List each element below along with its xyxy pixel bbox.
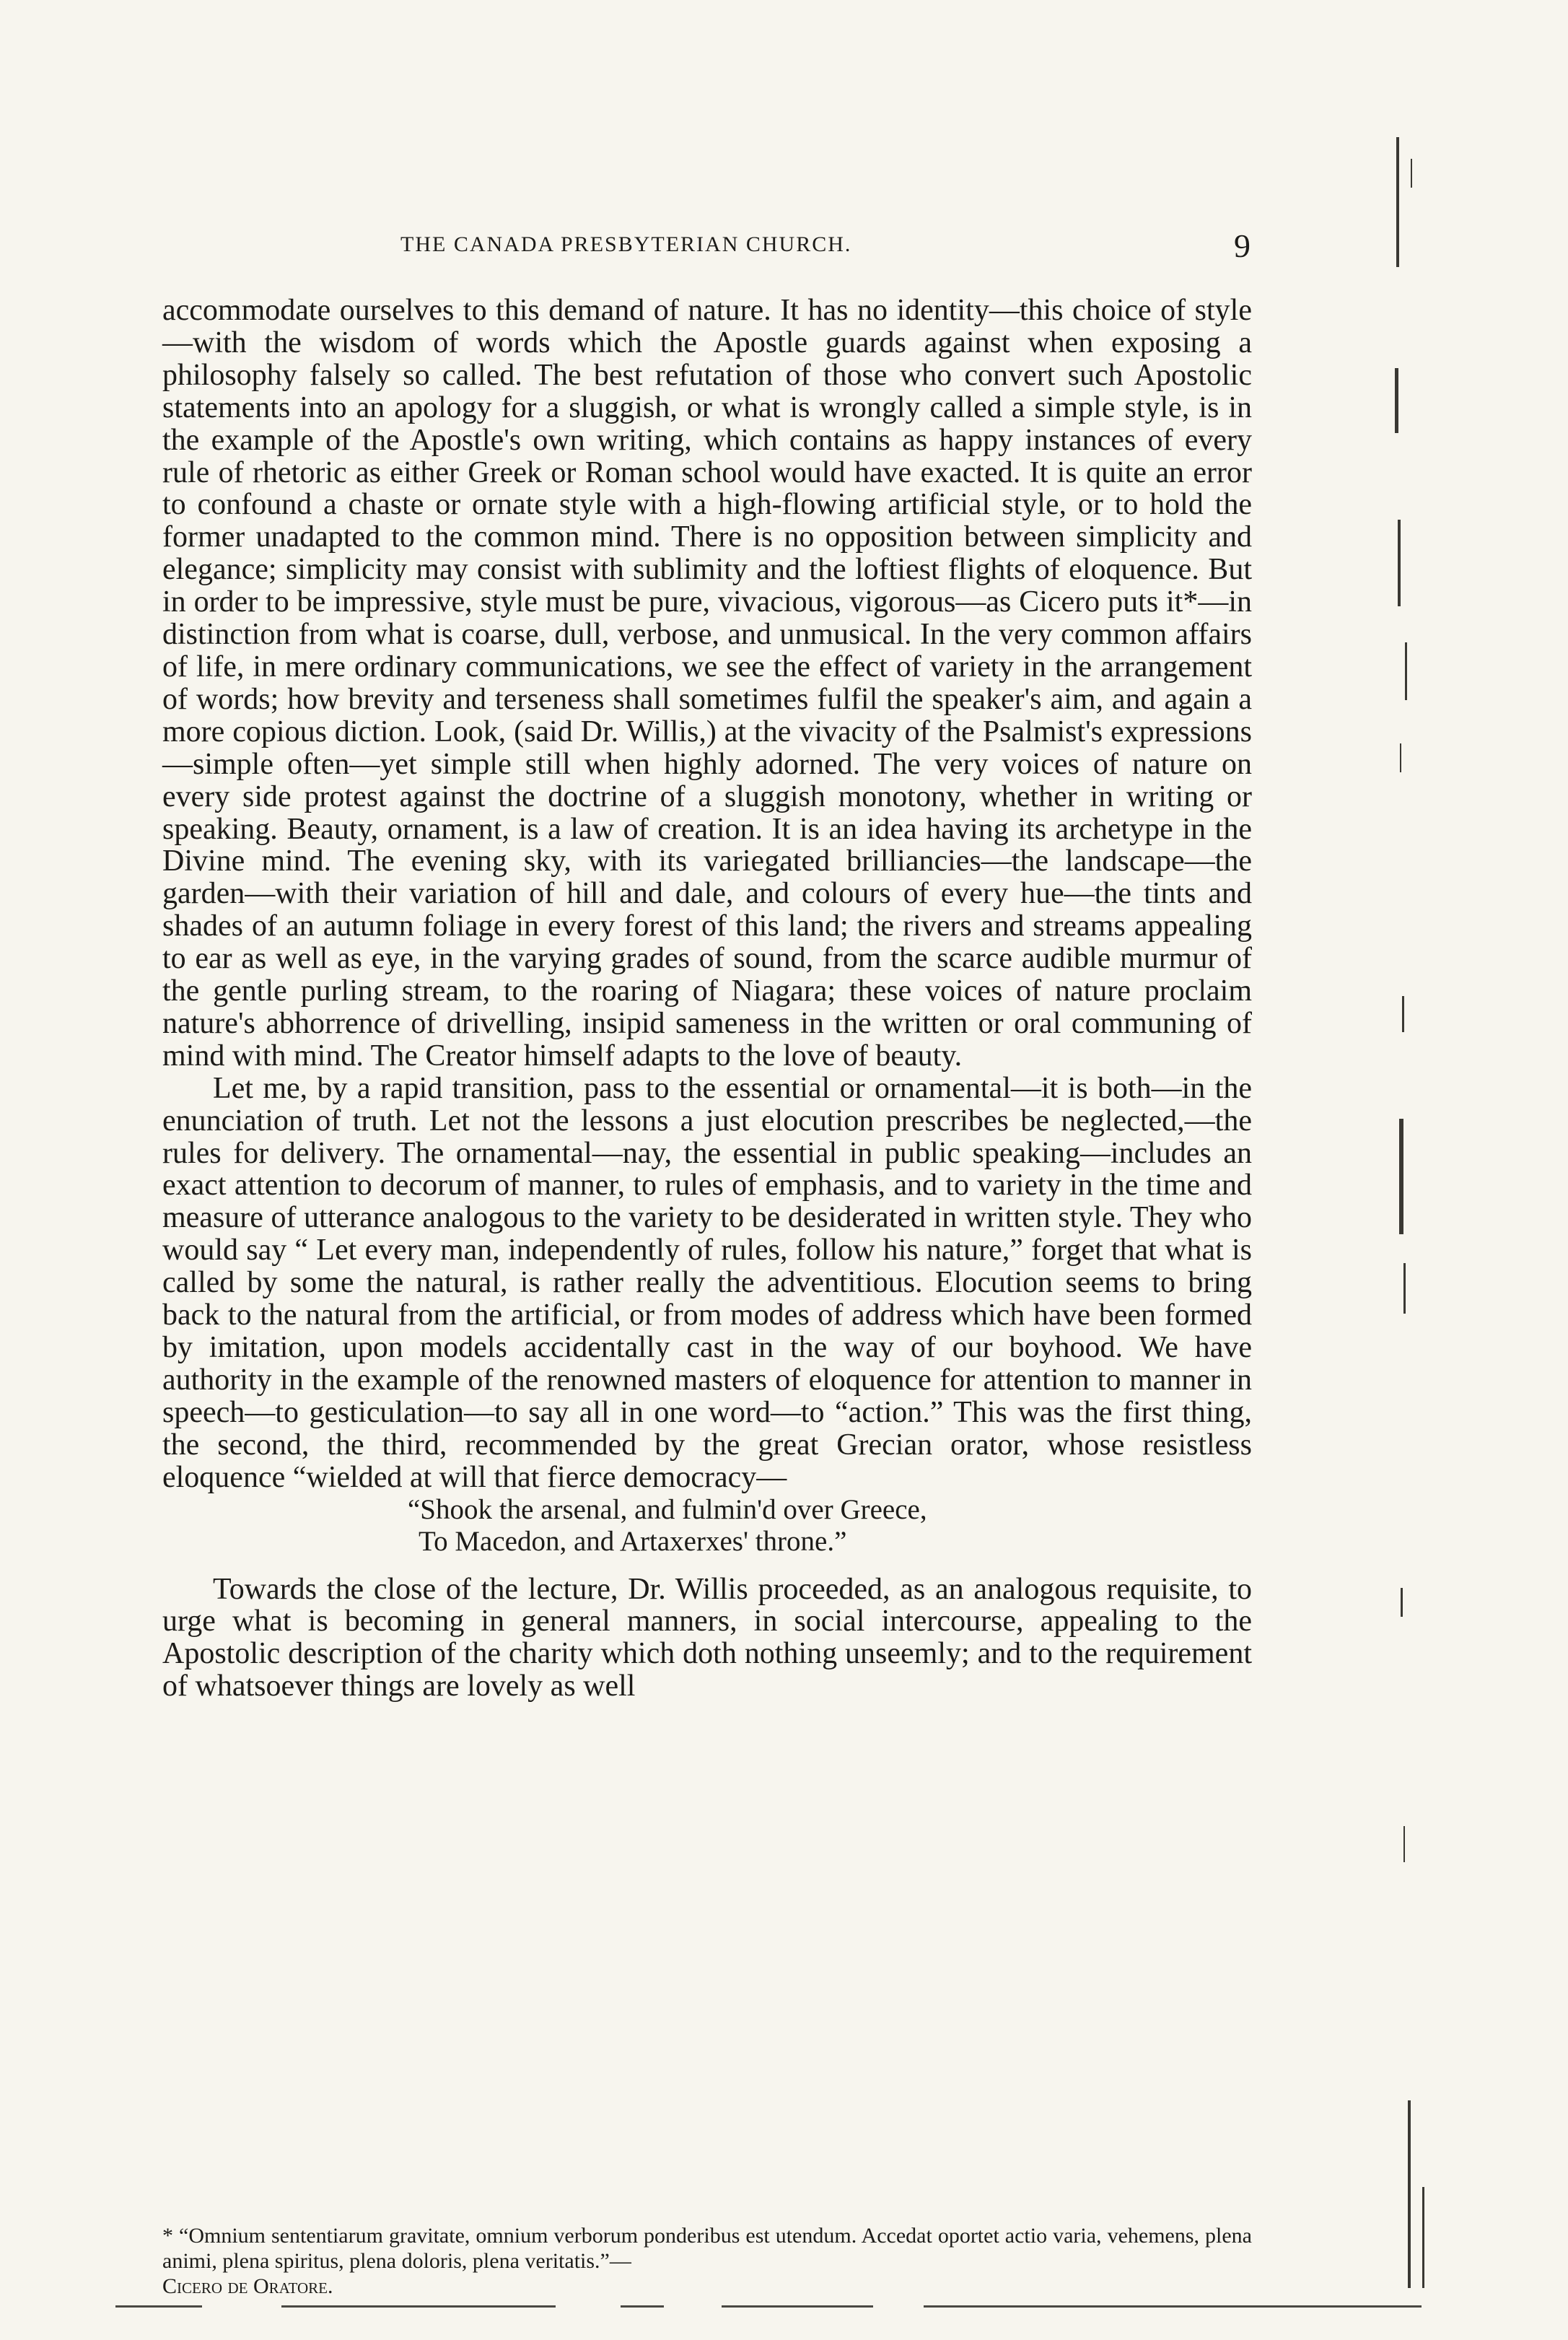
footnote-text: * “Omnium sententiarum gravitate, omnium verborum ponderibus est utendum. Accedat oportet actio varia, vehemens, plena animi, plena spiritus, plena doloris, plena veritatis.”—: [162, 2224, 1252, 2273]
quote-line-1: “Shook the arsenal, and fulmin'd over Greece,: [408, 1493, 927, 1525]
binding-edge-marks: [1389, 94, 1440, 2288]
paragraph-2: Let me, by a rapid transition, pass to the essential or ornamental—it is both—in the enunciation of truth. Let not the lessons a just elocution prescribes be neglected,—the rules for delivery. The ornamental—nay, the essential in public speaking—includes an exact attention to decorum of manner, to rules of emphasis, and to variety in the time and measure of utterance analogous to the variety to be desiderated in written style. They who would say “ Let every man, independently of rules, follow his nature,” forget that what is called by some the natural, is rather really the adventitious. Elocution seems to bring back to the natural from the artificial, or from modes of address which have been formed by imitation, upon models accidentally cast in the way of our boyhood. We have authority in the example of the renowned masters of eloquence for attention to manner in speech—to gesticulation—to say all in one word—to “action.” This was the first thing, the second, the third, recommended by the great Grecian orator, whose resistless eloquence “wielded at will that fierce democracy—: [162, 1071, 1252, 1494]
bottom-edge-marks: [115, 2302, 1530, 2311]
footnote: [162, 2223, 1252, 2299]
paragraph-3: Towards the close of the lecture, Dr. Willis proceeded, as an analogous requisite, to urge what is becoming in general manners, in social intercourse, appealing to the Apostolic description of the charity which doth nothing unseemly; and to the requirement of whatsoever things are lovely as well: [162, 1572, 1252, 1703]
running-head: THE CANADA PRESBYTERIAN CHURCH.: [400, 232, 852, 256]
paragraph-1: accommodate ourselves to this demand of nature. It has no identity—this choice of style—with the wisdom of words which the Apostle guards against when exposing a philosophy falsely so called. The best refutation of those who convert such Apostolic statements into an apology for a sluggish, or what is wrongly called a simple style, is in the example of the Apostle's own writing, which contains as happy instances of every rule of rhetoric as either Greek or Roman school would have exacted. It is quite an error to confound a chaste or ornate style with a high-flowing artificial style, or to hold the former unadapted to the common mind. There is no opposition between simplicity and elegance; simplicity may consist with sublimity and the loftiest flights of eloquence. But in order to be impressive, style must be pure, vivacious, vigorous—as Cicero puts it*—in distinction from what is coarse, dull, verbose, and unmusical. In the very common affairs of life, in mere ordinary communications, we see the effect of variety in the arrangement of words; how brevity and terseness shall sometimes fulfil the speaker's aim, and again a more copious diction. Look, (said Dr. Willis,) at the vivacity of the Psalmist's expressions—simple often—yet simple still when highly adorned. The very voices of nature on every side protest against the doctrine of a sluggish monotony, whether in writing or speaking. Beauty, ornament, is a law of creation. It is an idea having its archetype in the Divine mind. The evening sky, with its variegated brilliancies—the landscape—the garden—with their variation of hill and dale, and colours of every hue—the tints and shades of an autumn foliage in every forest of this land; the rivers and streams appealing to ear as well as eye, in the varying grades of sound, from the scarce audible murmur of the gentle purling stream, to the roaring of Niagara; these voices of nature proclaim nature's abhorrence of drivelling, insipid sameness in the written or oral communing of mind with mind. The Creator himself adapts to the love of beauty.: [162, 294, 1252, 1073]
body-text: [162, 294, 1252, 1703]
quote-line-2: To Macedon, and Artaxerxes' throne.”: [419, 1525, 847, 1557]
footnote-source: Cicero de Oratore.: [162, 2274, 333, 2298]
page-number: 9: [1234, 227, 1252, 264]
